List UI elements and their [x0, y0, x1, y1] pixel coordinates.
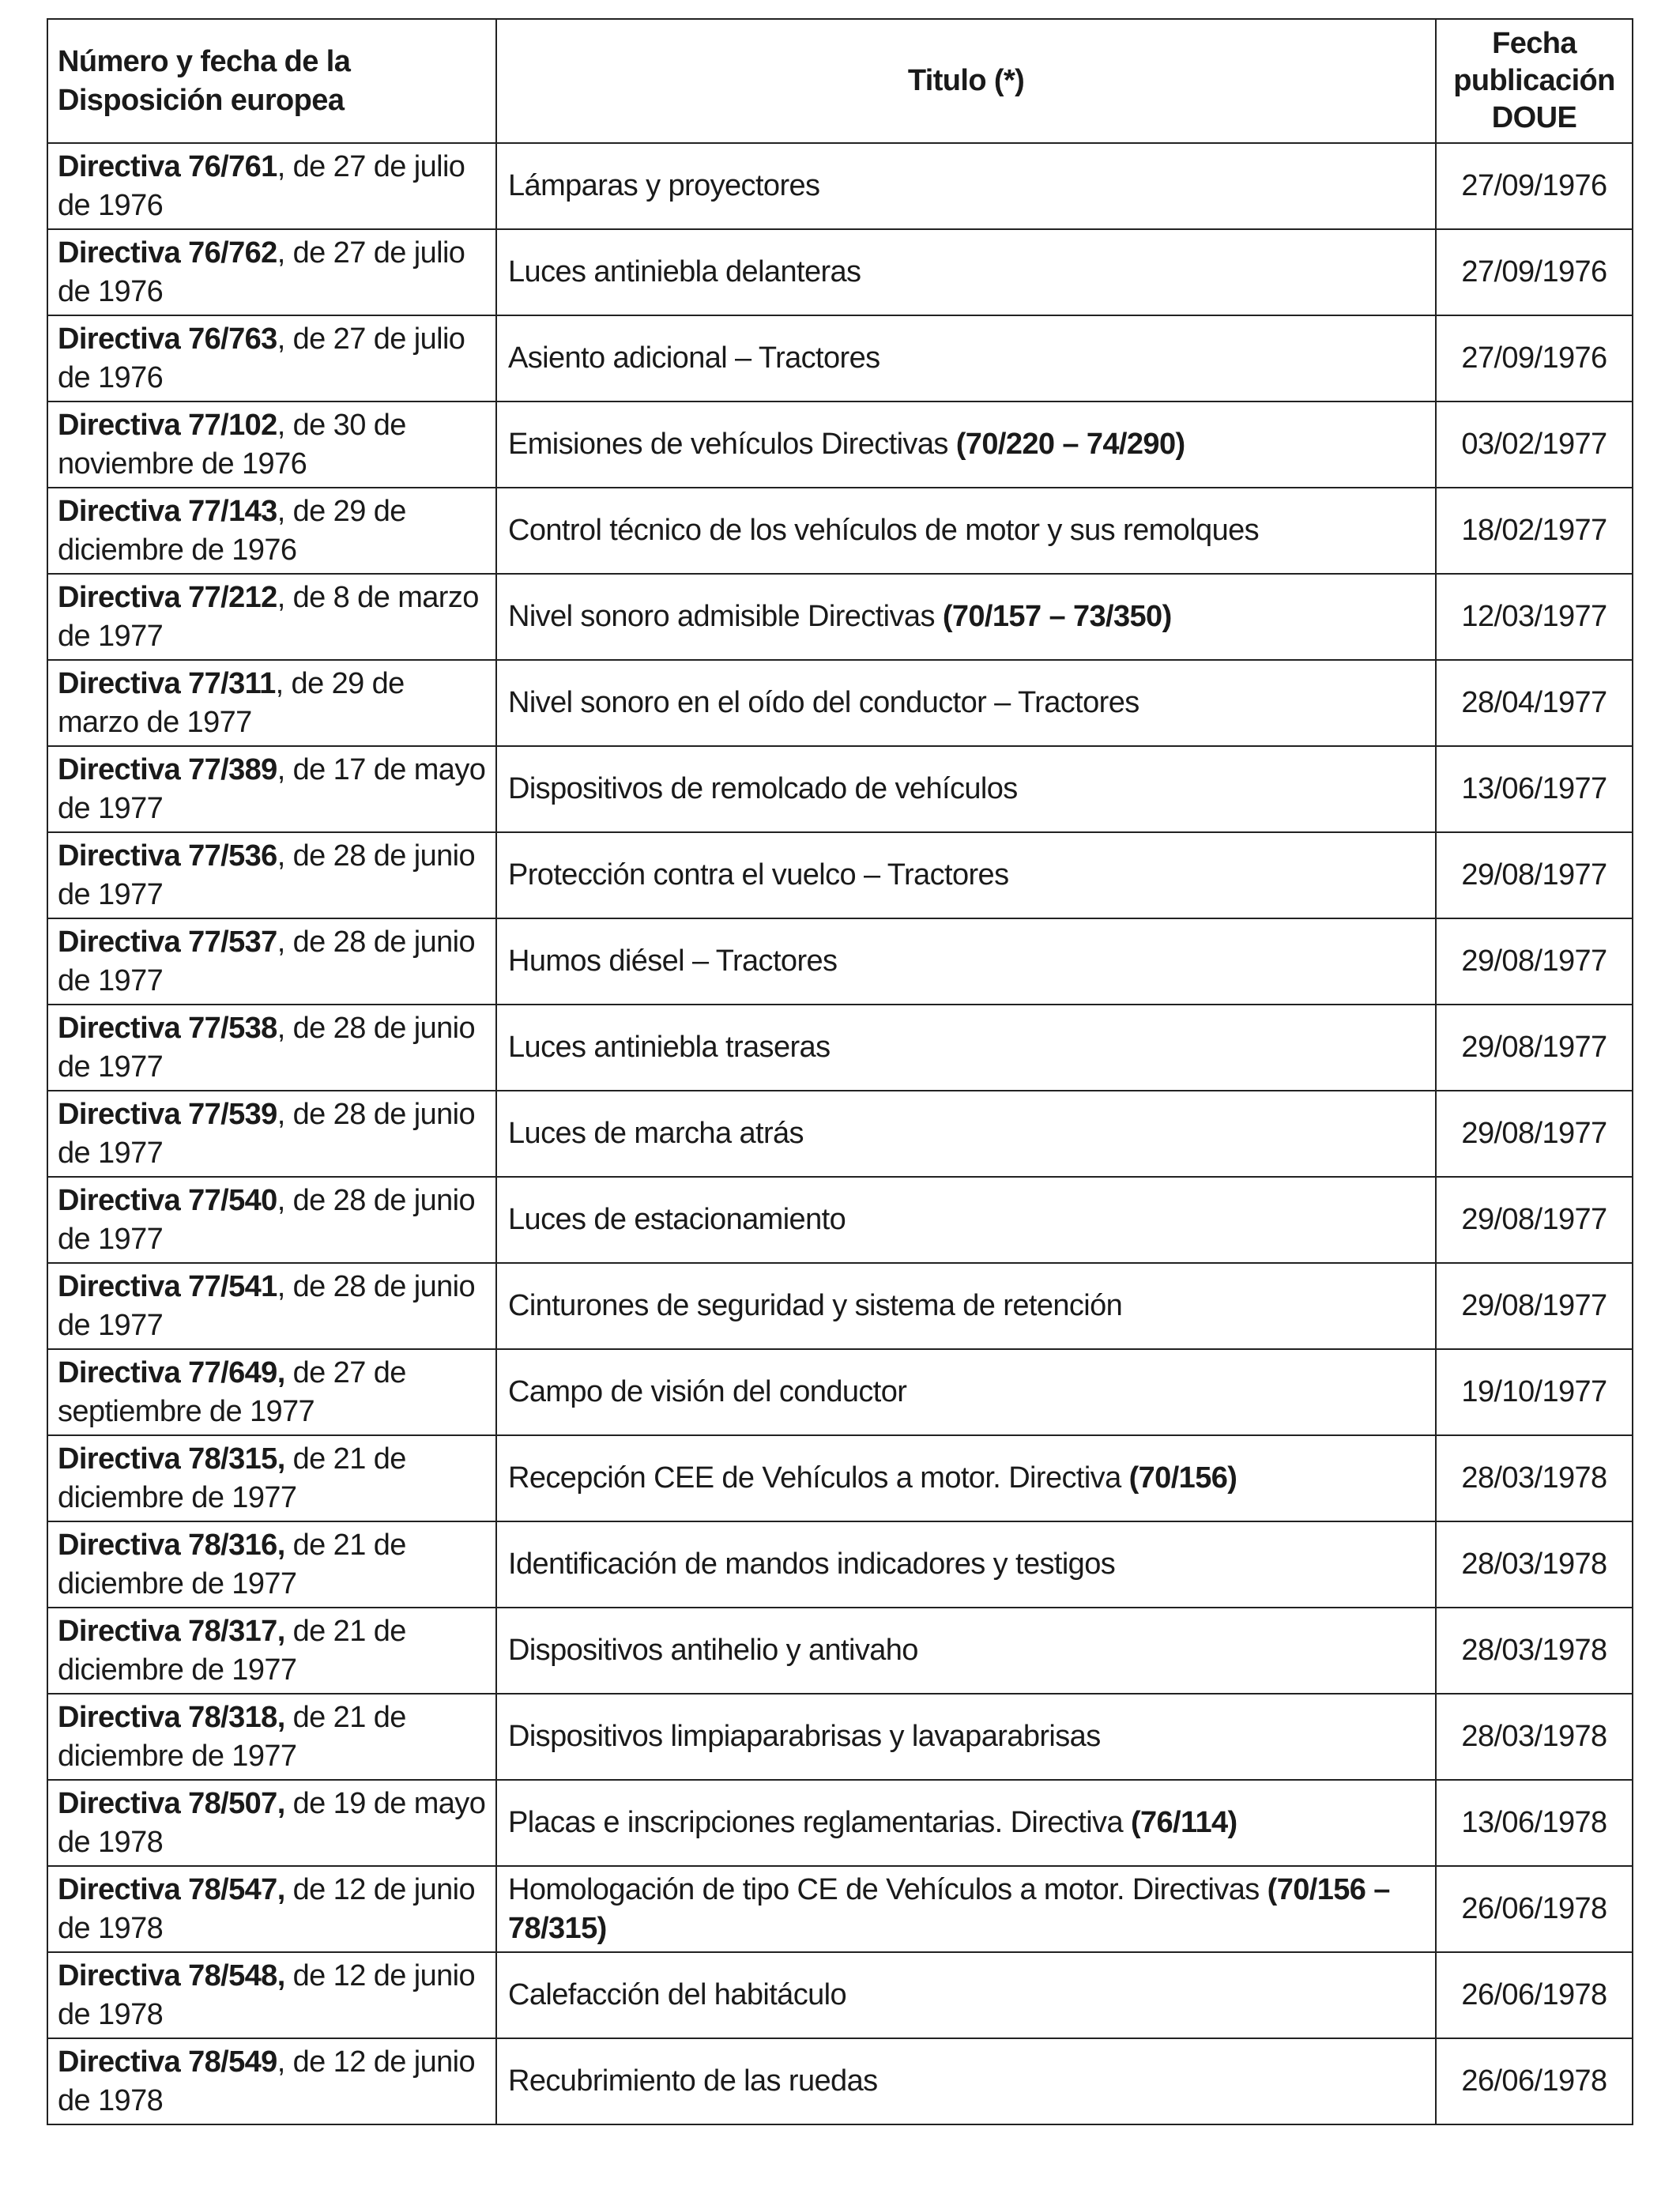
directive-title-reference: (70/157 – 73/350) [942, 600, 1172, 633]
directive-date: , de 27 de julio de 1976 [58, 236, 465, 308]
publication-date-cell: 29/08/1977 [1436, 1177, 1633, 1263]
directive-title: Lámparas y proyectores [508, 169, 820, 202]
table-row [47, 143, 1633, 229]
directive-title: Dispositivos antihelio y antivaho [508, 1634, 918, 1667]
directive-date: , de 28 de junio de 1977 [58, 1011, 476, 1084]
table-row [47, 1608, 1633, 1694]
table-row [47, 1091, 1633, 1177]
header-number-date [47, 19, 496, 143]
directive-number: Directiva 77/536 [58, 839, 277, 873]
directive-number: Directiva 77/389 [58, 752, 277, 786]
directive-number-cell [47, 832, 496, 918]
directive-title: Placas e inscripciones reglamentarias. Directiva [508, 1806, 1131, 1839]
directive-number: Directiva 78/316, [58, 1528, 285, 1562]
directive-number-cell [47, 918, 496, 1005]
directive-date: , de 12 de junio de 1978 [58, 2045, 476, 2117]
publication-date-cell: 27/09/1976 [1436, 229, 1633, 315]
publication-date-cell: 03/02/1977 [1436, 401, 1633, 488]
directive-title: Asiento adicional – Tractores [508, 341, 880, 375]
directive-number-cell [47, 1694, 496, 1780]
directive-title-cell [496, 918, 1436, 1005]
directive-date: , de 29 de marzo de 1977 [58, 666, 405, 739]
directive-number: Directiva 77/649, [58, 1355, 285, 1389]
directive-date: de 21 de diciembre de 1977 [58, 1700, 406, 1773]
directive-number-cell [47, 574, 496, 660]
table-row [47, 1866, 1633, 1952]
directive-title-cell [496, 660, 1436, 746]
directive-number-cell [47, 660, 496, 746]
table-body [47, 143, 1633, 2124]
directive-title: Campo de visión del conductor [508, 1375, 907, 1408]
table-row [47, 1694, 1633, 1780]
publication-date-cell: 26/06/1978 [1436, 1952, 1633, 2038]
directive-title-cell [496, 401, 1436, 488]
publication-date-cell: 12/03/1977 [1436, 574, 1633, 660]
table-row [47, 1349, 1633, 1435]
header-number-date-line1: Número y fecha de la [58, 44, 351, 78]
publication-date-cell: 29/08/1977 [1436, 1091, 1633, 1177]
directive-date: , de 28 de junio de 1977 [58, 925, 476, 997]
table-row [47, 1263, 1633, 1349]
directive-number: Directiva 78/507, [58, 1786, 285, 1820]
directive-date: , de 30 de noviembre de 1976 [58, 408, 406, 481]
directive-title: Recepción CEE de Vehículos a motor. Directiva [508, 1461, 1129, 1495]
header-pubdate-line3: DOUE [1491, 101, 1577, 134]
directives-table-container [47, 18, 1632, 2125]
table-row [47, 1177, 1633, 1263]
directive-title: Emisiones de vehículos Directivas [508, 428, 956, 461]
directive-number-cell [47, 1005, 496, 1091]
directive-title: Nivel sonoro en el oído del conductor – Tractores [508, 686, 1139, 719]
directive-number: Directiva 77/143 [58, 494, 277, 528]
directive-number-cell [47, 401, 496, 488]
directive-title-cell [496, 1608, 1436, 1694]
header-pubdate-line2: publicación [1453, 64, 1615, 97]
directive-number: Directiva 78/547, [58, 1872, 285, 1906]
publication-date-cell: 13/06/1977 [1436, 746, 1633, 832]
directive-title-cell [496, 832, 1436, 918]
directive-title-reference: (70/156) [1128, 1461, 1237, 1495]
directive-title-cell [496, 746, 1436, 832]
directive-title-cell [496, 488, 1436, 574]
header-publication-date [1436, 19, 1633, 143]
directive-title-cell [496, 229, 1436, 315]
directive-title-reference: (76/114) [1130, 1806, 1237, 1839]
directive-title: Luces de estacionamiento [508, 1203, 846, 1236]
directive-title-cell [496, 1263, 1436, 1349]
directive-title: Luces de marcha atrás [508, 1117, 804, 1150]
publication-date-cell: 29/08/1977 [1436, 1263, 1633, 1349]
directive-title-reference: (70/156 – 78/315) [508, 1872, 1390, 1945]
publication-date-cell: 29/08/1977 [1436, 918, 1633, 1005]
directive-number-cell [47, 1780, 496, 1866]
directive-title: Dispositivos de remolcado de vehículos [508, 772, 1018, 805]
directive-number: Directiva 77/102 [58, 408, 277, 442]
directive-number: Directiva 76/762 [58, 236, 277, 270]
directive-date: de 21 de diciembre de 1977 [58, 1614, 406, 1687]
directive-number-cell [47, 1435, 496, 1521]
directive-number: Directiva 77/537 [58, 925, 277, 959]
directive-date: , de 28 de junio de 1977 [58, 1183, 476, 1256]
table-row [47, 2038, 1633, 2124]
directive-title-cell [496, 574, 1436, 660]
directives-table [47, 18, 1633, 2125]
publication-date-cell: 26/06/1978 [1436, 2038, 1633, 2124]
directive-number-cell [47, 746, 496, 832]
directive-number-cell [47, 2038, 496, 2124]
publication-date-cell: 13/06/1978 [1436, 1780, 1633, 1866]
directive-date: de 27 de septiembre de 1977 [58, 1355, 406, 1428]
directive-number: Directiva 76/763 [58, 322, 277, 356]
directive-number: Directiva 78/315, [58, 1442, 285, 1476]
directive-number: Directiva 76/761 [58, 149, 277, 183]
publication-date-cell: 27/09/1976 [1436, 315, 1633, 401]
publication-date-cell: 28/03/1978 [1436, 1521, 1633, 1608]
directive-title: Homologación de tipo CE de Vehículos a motor. Directivas [508, 1872, 1268, 1906]
table-row [47, 832, 1633, 918]
directive-title-cell [496, 315, 1436, 401]
directive-title-cell [496, 1349, 1436, 1435]
directive-number: Directiva 77/540 [58, 1183, 277, 1217]
directive-date: , de 29 de diciembre de 1976 [58, 494, 406, 567]
directive-title-cell [496, 1177, 1436, 1263]
directive-number: Directiva 78/318, [58, 1700, 285, 1734]
directive-title-cell [496, 1521, 1436, 1608]
publication-date-cell: 27/09/1976 [1436, 143, 1633, 229]
directive-date: , de 28 de junio de 1977 [58, 1269, 476, 1342]
directive-title-reference: (70/220 – 74/290) [955, 428, 1185, 461]
publication-date-cell: 29/08/1977 [1436, 1005, 1633, 1091]
table-row [47, 315, 1633, 401]
directive-date: de 21 de diciembre de 1977 [58, 1528, 406, 1600]
directive-date: , de 17 de mayo de 1977 [58, 752, 486, 825]
directive-title-cell [496, 1780, 1436, 1866]
table-header [47, 19, 1633, 143]
table-row [47, 574, 1633, 660]
table-row [47, 1005, 1633, 1091]
directive-date: de 12 de junio de 1978 [58, 1958, 476, 2031]
publication-date-cell: 26/06/1978 [1436, 1866, 1633, 1952]
directive-title: Humos diésel – Tractores [508, 944, 838, 978]
directive-title-cell [496, 1005, 1436, 1091]
directive-number: Directiva 77/212 [58, 580, 277, 614]
directive-number: Directiva 78/317, [58, 1614, 285, 1648]
directive-title: Luces antiniebla delanteras [508, 255, 861, 288]
directive-number: Directiva 77/538 [58, 1011, 277, 1045]
directive-number-cell [47, 315, 496, 401]
publication-date-cell: 28/03/1978 [1436, 1435, 1633, 1521]
table-row [47, 401, 1633, 488]
publication-date-cell: 18/02/1977 [1436, 488, 1633, 574]
publication-date-cell: 29/08/1977 [1436, 832, 1633, 918]
publication-date-cell: 19/10/1977 [1436, 1349, 1633, 1435]
directive-number-cell [47, 1952, 496, 2038]
directive-number-cell [47, 1349, 496, 1435]
directive-number-cell [47, 1866, 496, 1952]
directive-title: Protección contra el vuelco – Tractores [508, 858, 1009, 892]
publication-date-cell: 28/03/1978 [1436, 1608, 1633, 1694]
directive-date: , de 28 de junio de 1977 [58, 839, 476, 911]
directive-title: Cinturones de seguridad y sistema de retención [508, 1289, 1123, 1322]
table-row [47, 1435, 1633, 1521]
table-row [47, 1780, 1633, 1866]
directive-number: Directiva 78/549 [58, 2045, 277, 2079]
directive-number-cell [47, 1608, 496, 1694]
directive-number: Directiva 77/541 [58, 1269, 277, 1303]
directive-date: , de 27 de julio de 1976 [58, 322, 465, 394]
directive-date: de 12 de junio de 1978 [58, 1872, 476, 1945]
directive-title-cell [496, 1091, 1436, 1177]
table-row [47, 660, 1633, 746]
directive-date: , de 8 de marzo de 1977 [58, 580, 479, 653]
directive-title-cell [496, 1694, 1436, 1780]
directive-title: Control técnico de los vehículos de motor y sus remolques [508, 514, 1260, 547]
directive-title: Calefacción del habitáculo [508, 1978, 847, 2011]
table-row [47, 918, 1633, 1005]
directive-date: de 19 de mayo de 1978 [58, 1786, 486, 1859]
publication-date-cell: 28/03/1978 [1436, 1694, 1633, 1780]
directive-title-cell [496, 143, 1436, 229]
directive-title: Luces antiniebla traseras [508, 1031, 831, 1064]
publication-date-cell: 28/04/1977 [1436, 660, 1633, 746]
header-pubdate-line1: Fecha [1492, 27, 1576, 60]
directive-title-cell [496, 2038, 1436, 2124]
directive-date: , de 28 de junio de 1977 [58, 1097, 476, 1170]
directive-number-cell [47, 1091, 496, 1177]
header-title: Titulo (*) [496, 19, 1436, 143]
directive-title: Recubrimiento de las ruedas [508, 2064, 878, 2098]
table-row [47, 488, 1633, 574]
directive-date: , de 27 de julio de 1976 [58, 149, 465, 222]
directive-number: Directiva 78/548, [58, 1958, 285, 1992]
directive-date: de 21 de diciembre de 1977 [58, 1442, 406, 1514]
table-row [47, 746, 1633, 832]
directive-title: Nivel sonoro admisible Directivas [508, 600, 943, 633]
directive-number-cell [47, 1521, 496, 1608]
header-number-date-line2: Disposición europea [58, 83, 345, 117]
directive-title: Dispositivos limpiaparabrisas y lavaparabrisas [508, 1720, 1101, 1753]
directive-title-cell [496, 1435, 1436, 1521]
table-row [47, 1521, 1633, 1608]
directive-number-cell [47, 488, 496, 574]
table-row [47, 229, 1633, 315]
directive-title-cell [496, 1952, 1436, 2038]
directive-number-cell [47, 1177, 496, 1263]
directive-number-cell [47, 229, 496, 315]
directive-number: Directiva 77/539 [58, 1097, 277, 1131]
directive-number: Directiva 77/311 [58, 666, 276, 700]
table-row [47, 1952, 1633, 2038]
directive-number-cell [47, 1263, 496, 1349]
directive-title: Identificación de mandos indicadores y testigos [508, 1547, 1116, 1581]
directive-title-cell [496, 1866, 1436, 1952]
directive-number-cell [47, 143, 496, 229]
header-row [47, 19, 1633, 143]
